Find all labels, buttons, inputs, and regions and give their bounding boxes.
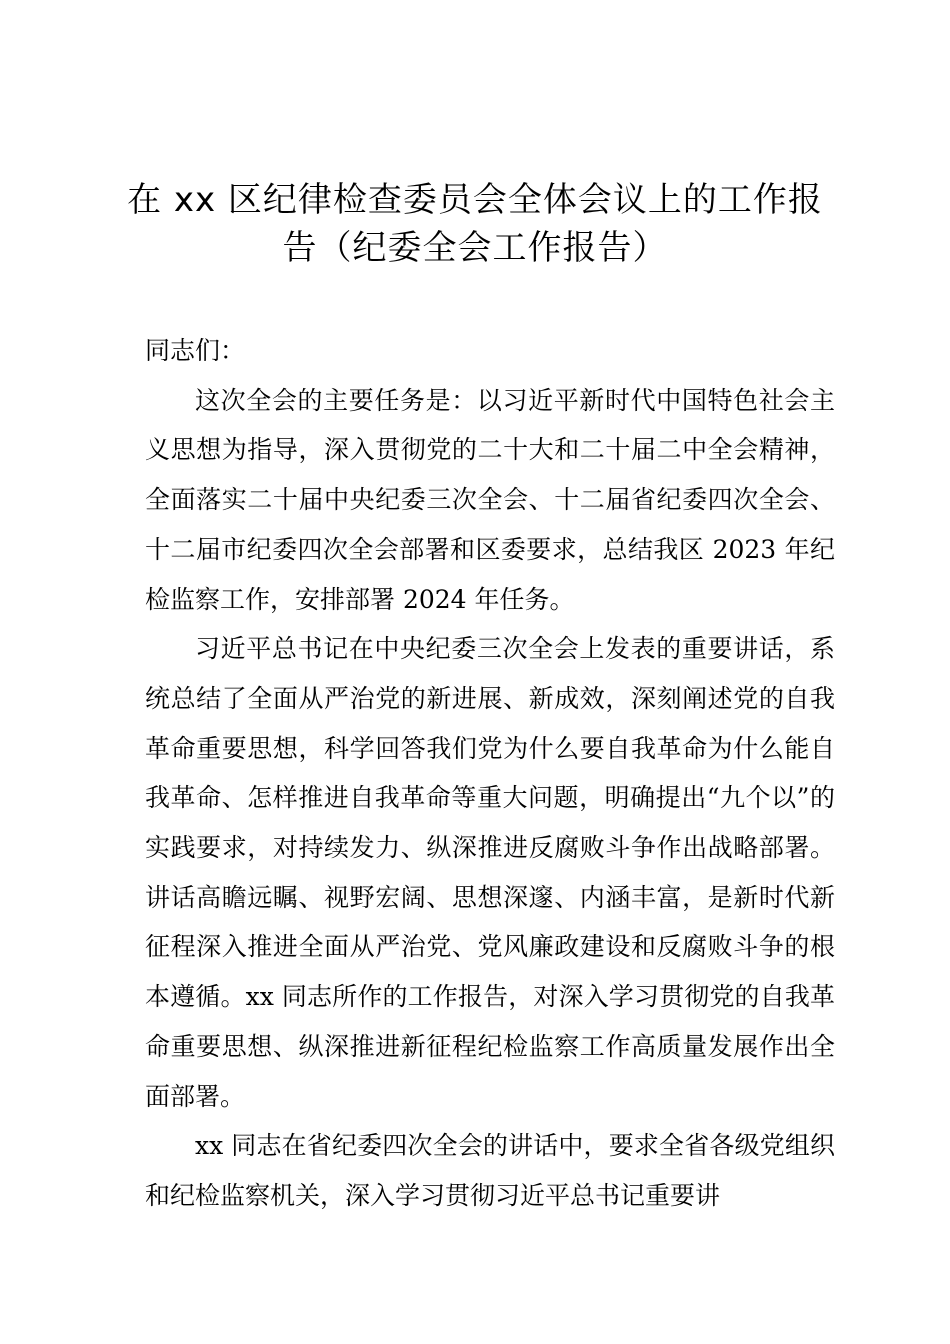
paragraph-1: 这次全会的主要任务是：以习近平新时代中国特色社会主义思想为指导，深入贯彻党的二十大和二十届二中全会精神，全面落实二十届中央纪委三次全会、十二届省纪委四次全会、十二届市纪委四次全会部署和区委要求，总结我区 2023 年纪检监察工作，安排部署 2024 年任务。 — [145, 385, 835, 614]
document-body — [145, 326, 835, 1221]
document-title: 在 xx 区纪律检查委员会全体会议上的工作报告（纪委全会工作报告） — [127, 180, 823, 268]
paragraph-2: 习近平总书记在中央纪委三次全会上发表的重要讲话，系统总结了全面从严治党的新进展、新成效，深刻阐述党的自我革命重要思想，科学回答我们党为什么要自我革命为什么能自我革命、怎样推进自我革命等重大问题，明确提出“九个以”的实践要求，对持续发力、纵深推进反腐败斗争作出战略部署。讲话高瞻远瞩、视野宏阔、思想深邃、内涵丰富，是新时代新征程深入推进全面从严治党、党风廉政建设和反腐败斗争的根本遵循。xx 同志所作的工作报告，对深入学习贯彻党的自我革命重要思想、纵深推进新征程纪检监察工作高质量发展作出全面部署。 — [145, 634, 835, 1111]
paragraph-3: xx 同志在省纪委四次全会的讲话中，要求全省各级党组织和纪检监察机关，深入学习贯彻习近平总书记重要讲 — [145, 1131, 835, 1210]
salutation: 同志们： — [145, 336, 246, 365]
